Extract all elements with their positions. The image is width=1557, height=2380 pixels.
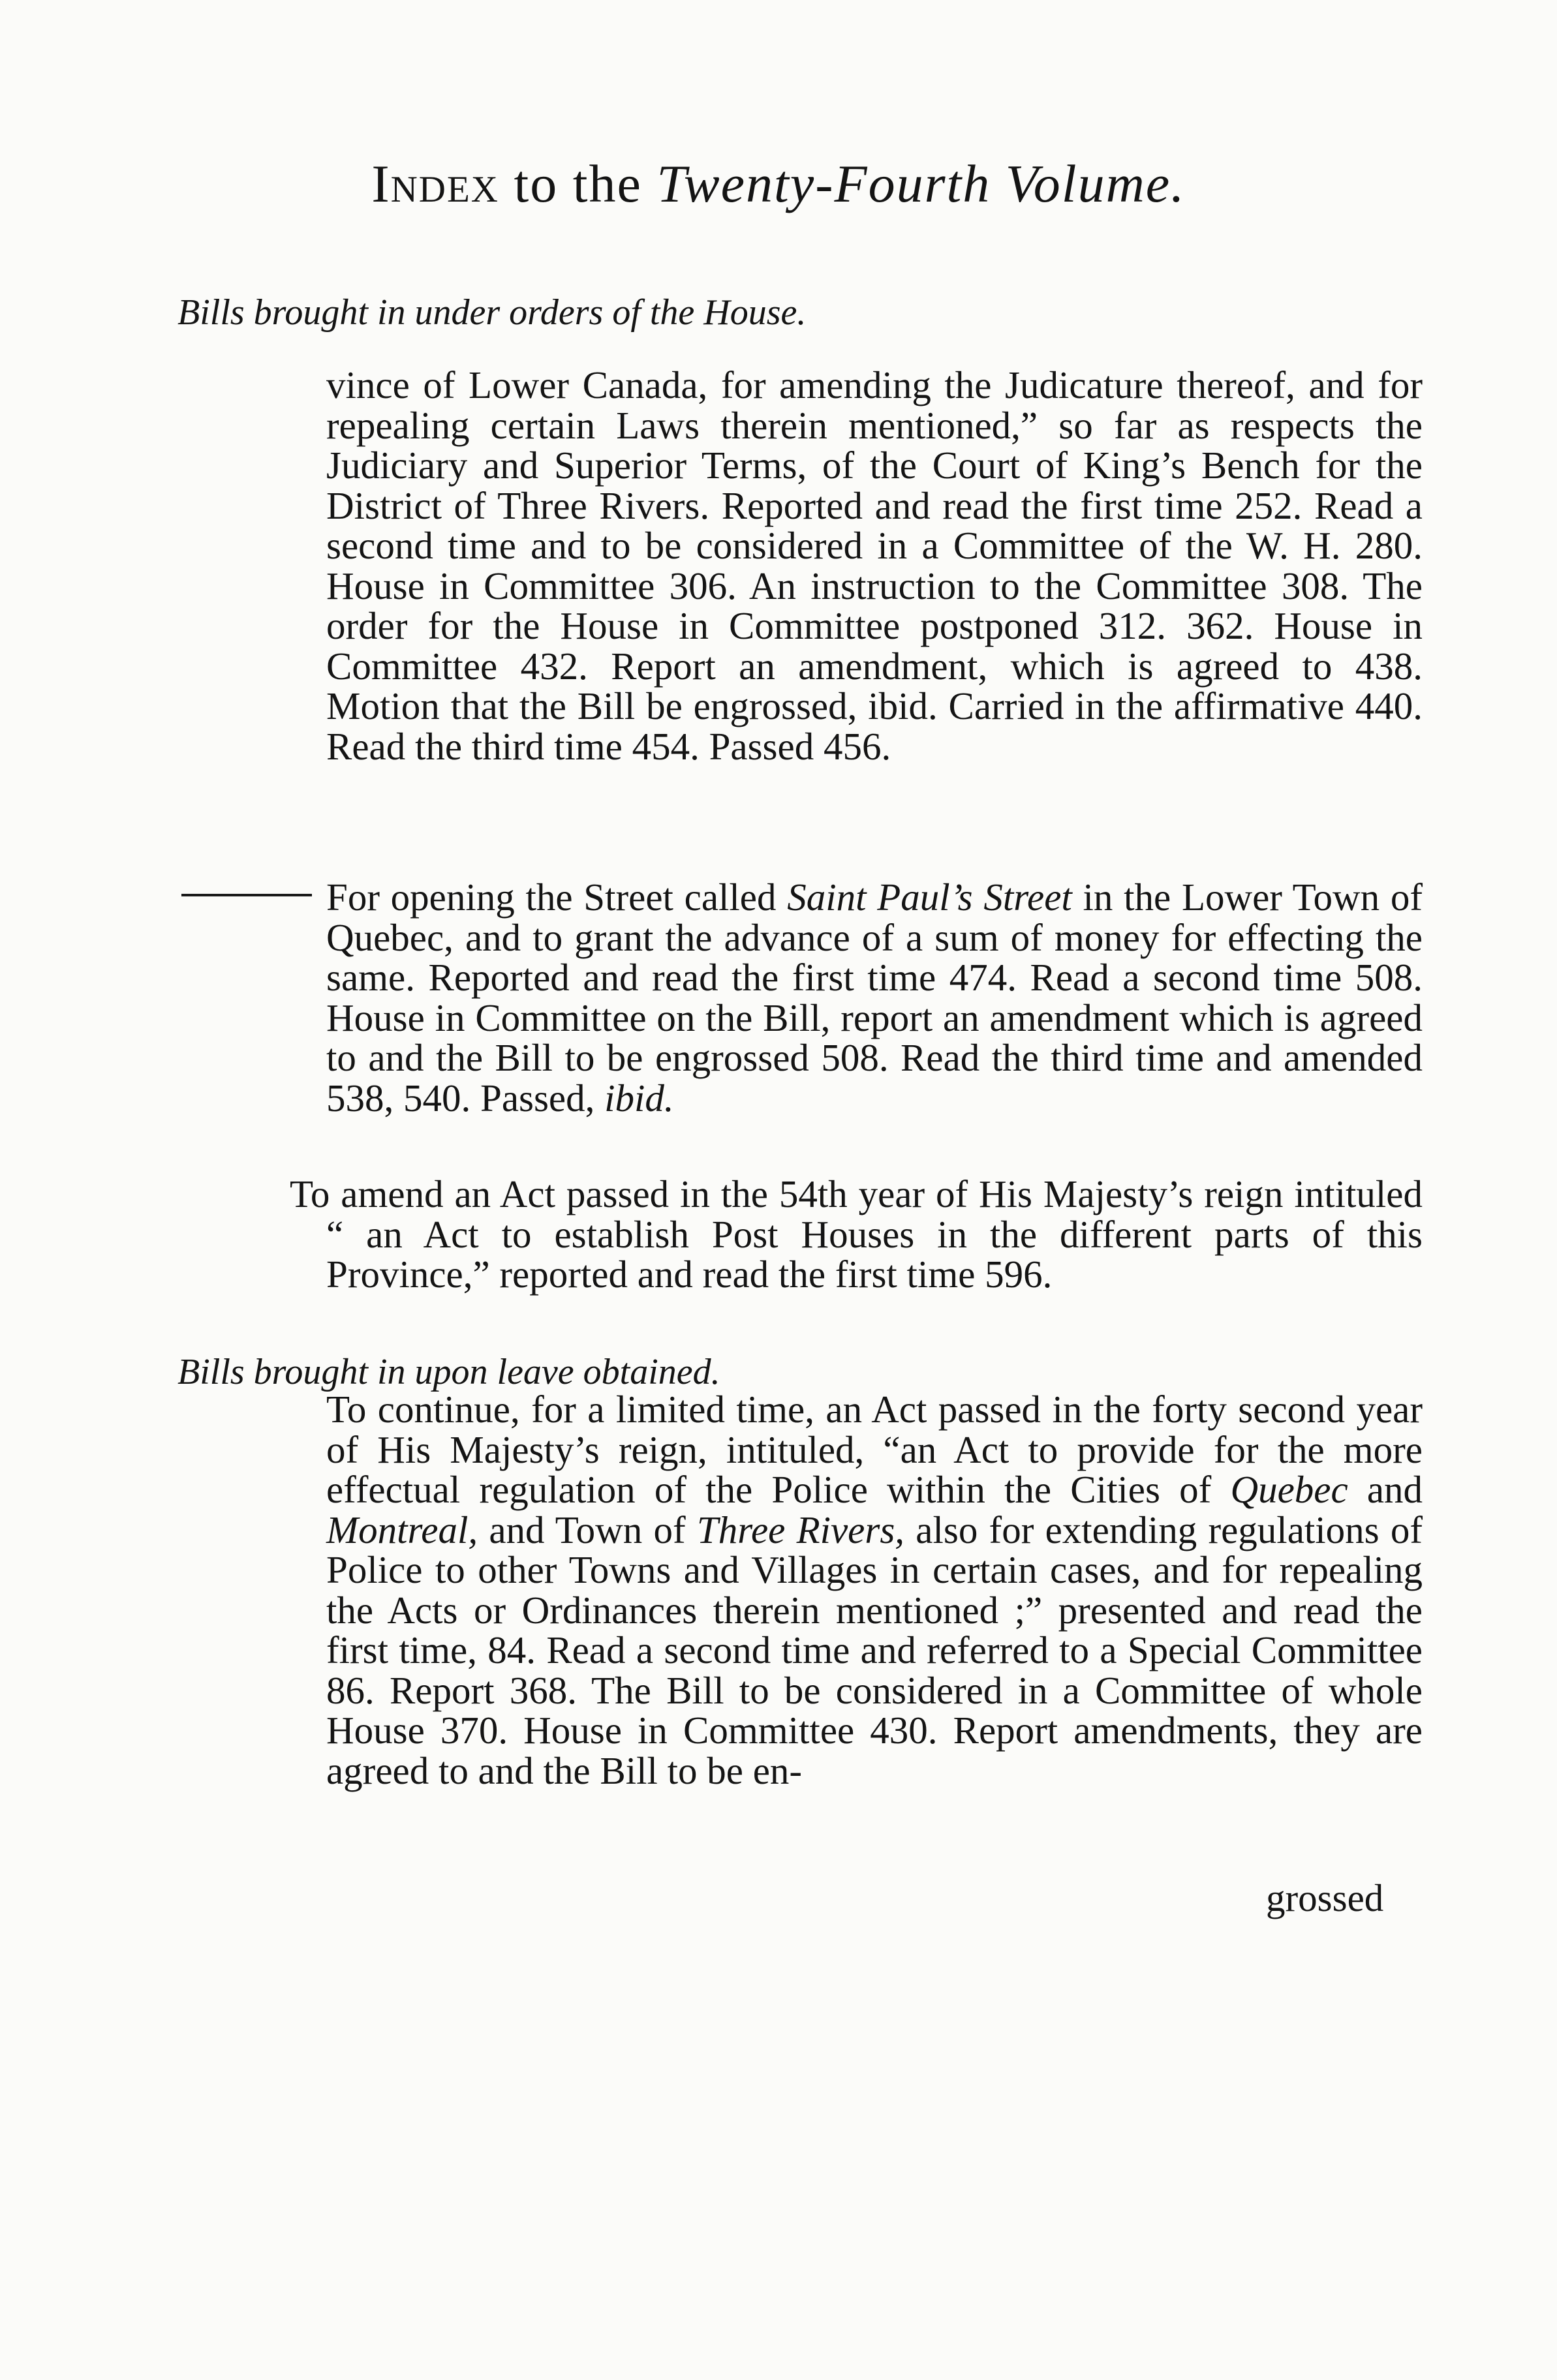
entry-text: For opening the Street called [326,876,788,919]
entry-saint-pauls-street [326,877,1423,1118]
title-index: Index [371,154,499,213]
ibid-reference: ibid. [604,1076,674,1120]
catchword: grossed [1266,1876,1384,1919]
city-quebec: Quebec [1230,1468,1348,1511]
entry-text: also for extending regulations of Police to other Towns and Villages in certain cases, and for repealing the Acts or Ordinances therein mentioned ;” presented and read the first time, 84. Read a second time and referred to a Special Committee 86. Report 368. The Bill to be considered in a Committee of whole House 370. House in Committee 430. Report amendments, they are agreed to and the Bill to be en- [326,1508,1423,1792]
entry-judicature-continued: vince of Lower Canada, for amending the Judicature thereof, and for repealing certain Laws therein mentioned,” so far as respects the Judiciary and Superior Terms, of the Court of King’s Bench for the District of Three Rivers. Reported and read the first time 252. Read a second time and to be considered in a Committee of the W. H. 280. House in Committee 306. An instruction to the Committee 308. The order for the House in Committee postponed 312. 362. House in Committee 432. Report an amendment, which is agreed to 438. Motion that the Bill be engrossed, ibid. Carried in the affirmative 440. Read the third time 454. Passed 456. [326,363,1423,768]
section-heading-under-orders: Bills brought in under orders of the House. [177,292,807,333]
page-title [0,151,1557,217]
entry-police-act [326,1390,1423,1791]
entry-post-houses [290,1174,1423,1295]
title-to-the: to the [514,154,642,213]
entry-text: in the Lower Town of Quebec, and to grant the advance of a sum of money for effecting the same. Reported and read the first time 474. Read a second time 508. House in Committee on the Bill, report an amendment which is agreed to and the Bill to be engrossed 508. Read the third time and amended 538, 540. Passed, [326,876,1423,1120]
entry-text: and [1348,1468,1423,1511]
entry-dash-rule [181,894,312,896]
street-name: Saint Paul’s Street [787,876,1072,919]
city-montreal: Montreal, [326,1508,478,1551]
town-three-rivers: Three Rivers, [696,1508,905,1551]
entry-text: To continue, for a limited time, an Act passed in the forty second year of His Majesty’s reign, intituled, “an Act to provide for the more effectual regulation of the Police within the Cities of [326,1388,1423,1511]
title-volume: Twenty-Fourth Volume. [656,154,1186,213]
section-heading-upon-leave: Bills brought in upon leave obtained. [177,1352,720,1392]
entry-text: To amend an Act passed in the 54th year of His Majesty’s reign intituled “ an Act to establish Post Houses in the different parts of this Province,” reported and read the first time 596. [290,1172,1423,1296]
entry-text: and Town of [478,1508,697,1551]
